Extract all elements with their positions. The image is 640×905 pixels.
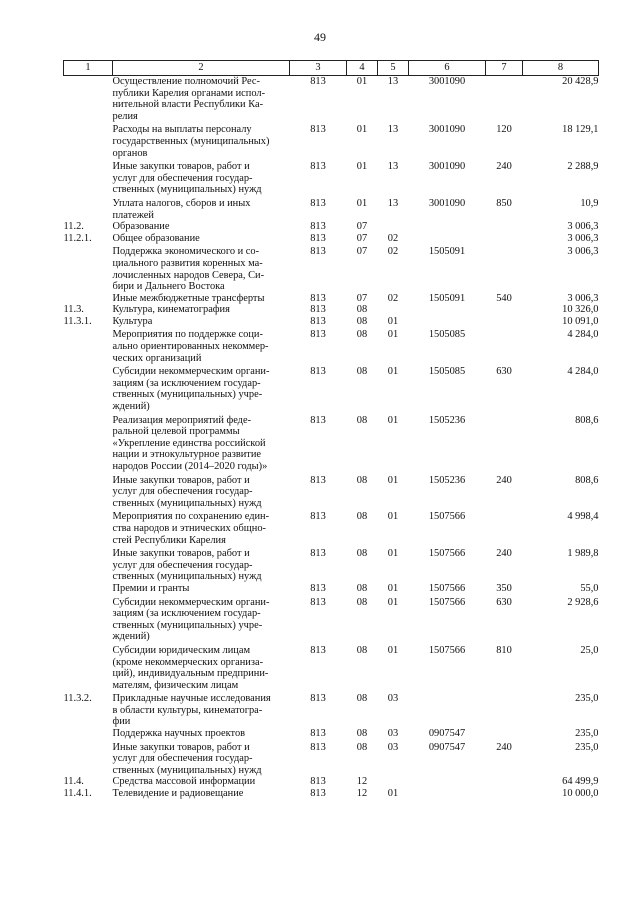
table-row [64,413,599,473]
row-code: 11.3. [63,304,84,316]
row-name: Телевидение и радиовещание [112,788,244,800]
table-row [64,364,599,412]
column-header: 3 [290,61,347,76]
row-amount: 3 006,3 [567,232,599,244]
row-amount: 3 006,3 [567,221,599,233]
row-ministry-code: 813 [310,161,326,173]
row-ministry-code: 813 [310,693,326,705]
row-section-code: 07 [356,292,368,304]
row-subsection-code: 01 [387,329,399,341]
row-section-code: 08 [356,644,368,656]
row-amount: 2 928,6 [567,596,599,608]
row-expense-type [486,728,523,740]
row-ministry-code: 813 [310,548,326,560]
row-section-code: 07 [356,246,368,258]
row-code [64,196,113,221]
row-code [64,122,113,159]
row-expense-type: 240 [496,548,512,560]
row-section-code: 12 [356,776,368,788]
table-row [64,595,599,643]
row-name: Культура, кинематография [112,304,230,316]
row-expense-type: 240 [496,741,512,753]
row-subsection-code: 13 [387,161,399,173]
row-section-code: 08 [356,329,368,341]
row-target-article [409,316,486,328]
row-code: 11.4. [63,776,84,788]
row-amount: 3 006,3 [567,246,599,258]
row-ministry-code: 813 [310,304,326,316]
row-target-article: 1505091 [428,292,466,304]
row-section-code: 08 [356,548,368,560]
row-subsection-code: 01 [387,644,399,656]
table-header-row [64,61,599,76]
row-code [64,546,113,583]
row-target-article: 1507566 [428,548,466,560]
row-target-article: 1505236 [428,474,466,486]
row-expense-type [486,509,523,546]
row-name: Средства массовой информации [112,776,256,788]
row-code [64,740,113,777]
row-target-article: 1507566 [428,511,466,523]
row-amount: 25,0 [580,644,599,656]
row-name: Иные межбюджетные трансферты [112,292,265,304]
row-section-code: 08 [356,366,368,378]
table-row [64,293,599,305]
row-name: Образование [112,221,170,233]
row-target-article: 3001090 [428,124,466,136]
row-expense-type: 240 [496,474,512,486]
row-expense-type [486,327,523,364]
row-code [64,159,113,196]
row-amount: 20 428,9 [562,76,599,87]
row-target-article: 1505085 [428,329,466,341]
row-ministry-code: 813 [310,582,326,594]
row-target-article: 1507566 [428,644,466,656]
row-target-article: 1507566 [428,582,466,594]
row-ministry-code: 813 [310,76,326,87]
row-code [64,473,113,510]
row-subsection-code [378,221,409,233]
row-amount: 4 284,0 [567,366,599,378]
row-expense-type [486,776,523,788]
row-code [64,509,113,546]
row-amount: 55,0 [580,582,599,594]
row-amount: 808,6 [575,474,599,486]
table-row [64,509,599,546]
row-name: Премии и гранты [112,582,190,594]
row-target-article: 1505085 [428,366,466,378]
row-expense-type [486,76,523,123]
row-expense-type: 630 [496,366,512,378]
row-target-article: 3001090 [428,197,466,209]
row-code [64,413,113,473]
row-subsection-code: 02 [387,292,399,304]
row-ministry-code: 813 [310,741,326,753]
row-amount: 64 499,9 [562,776,599,788]
table-row [64,583,599,595]
table-row [64,196,599,221]
table-body [64,76,599,800]
row-expense-type [486,244,523,292]
row-subsection-code: 01 [387,511,399,523]
table-row [64,221,599,233]
table-row [64,788,599,800]
budget-table [63,60,599,800]
row-name: Культура [112,315,153,327]
row-target-article [409,776,486,788]
row-subsection-code: 13 [387,124,399,136]
row-target-article [409,233,486,245]
row-code: 11.3.1. [63,315,92,327]
row-expense-type: 630 [496,596,512,608]
row-name: Реализация мероприятий феде- ральной целевой программы «Укрепление единства российской нации и этнокультурное развитие народов России (2014–2020 годы)» [112,414,268,472]
row-amount: 235,0 [575,728,599,740]
row-name: Общее образование [112,232,200,244]
row-ministry-code: 813 [310,315,326,327]
row-expense-type [486,413,523,473]
row-amount: 235,0 [575,693,599,705]
table-row [64,304,599,316]
row-code [64,595,113,643]
column-header: 1 [64,61,113,76]
row-amount: 18 129,1 [562,124,599,136]
table-row [64,244,599,292]
column-header: 4 [347,61,378,76]
row-ministry-code: 813 [310,414,326,426]
row-subsection-code: 01 [387,788,399,800]
row-amount: 10 000,0 [562,788,599,800]
row-section-code: 01 [356,197,368,209]
row-name: Уплата налогов, сборов и иных платежей [112,197,251,221]
row-subsection-code: 13 [387,197,399,209]
row-name: Иные закупки товаров, работ и услуг для обеспечения государ- ственных (муниципальных) нужд [112,548,262,583]
row-subsection-code: 01 [387,474,399,486]
row-ministry-code: 813 [310,596,326,608]
row-section-code: 08 [356,728,368,740]
row-subsection-code: 02 [387,246,399,258]
row-name: Субсидии юридическим лицам (кроме некоммерческих организа- ций), индивидуальным предприни- мателям, физическим лицам [112,644,269,691]
row-section-code: 08 [356,596,368,608]
row-name: Прикладные научные исследования в области культуры, кинематогра- фии [112,693,271,728]
row-target-article: 3001090 [428,161,466,173]
row-name: Иные закупки товаров, работ и услуг для обеспечения государ- ственных (муниципальных) нужд [112,741,262,776]
row-subsection-code [378,304,409,316]
row-expense-type: 810 [496,644,512,656]
row-ministry-code: 813 [310,644,326,656]
row-amount: 235,0 [575,741,599,753]
row-subsection-code: 03 [387,741,399,753]
row-name: Осуществление полномочий Рес- публики Карелия органами испол- нительной власти Республики Ка- релия [112,76,266,122]
table-row [64,76,599,123]
row-name: Субсидии некоммерческим органи- зациям (за исключением государ- ственных (муниципальных) учре- ждений) [112,366,270,413]
row-code [64,728,113,740]
column-header: 7 [486,61,523,76]
row-section-code: 01 [356,161,368,173]
row-expense-type [486,221,523,233]
row-target-article: 0907547 [428,741,466,753]
row-subsection-code: 03 [387,693,399,705]
row-code: 11.3.2. [63,693,92,705]
table-row [64,327,599,364]
row-code: 11.2.1. [63,232,92,244]
row-amount: 4 284,0 [567,329,599,341]
row-subsection-code: 01 [387,548,399,560]
row-subsection-code: 03 [387,728,399,740]
row-name: Мероприятия по сохранению един- ства народов и этнических общно- стей Республики Карелия [112,511,270,546]
table-row [64,546,599,583]
table-row [64,122,599,159]
row-target-article [409,691,486,728]
table-row [64,159,599,196]
column-header: 6 [409,61,486,76]
row-code [64,364,113,412]
row-name: Поддержка научных проектов [112,728,246,740]
row-section-code: 08 [356,304,368,316]
row-name: Расходы на выплаты персоналу государственных (муниципальных) органов [112,124,270,159]
row-amount: 2 288,9 [567,161,599,173]
row-ministry-code: 813 [310,124,326,136]
row-code [64,643,113,691]
row-code [64,327,113,364]
table-row [64,776,599,788]
row-amount: 10 326,0 [562,304,599,316]
row-section-code: 08 [356,582,368,594]
row-ministry-code: 813 [310,776,326,788]
row-expense-type: 350 [496,582,512,594]
table-row [64,643,599,691]
table-row [64,740,599,777]
row-target-article: 1507566 [428,596,466,608]
row-section-code: 01 [356,124,368,136]
row-target-article: 0907547 [428,728,466,740]
row-subsection-code: 01 [387,596,399,608]
row-section-code: 01 [356,76,368,87]
row-subsection-code: 13 [387,76,399,87]
row-ministry-code: 813 [310,246,326,258]
column-header: 5 [378,61,409,76]
row-subsection-code: 01 [387,366,399,378]
table-row [64,473,599,510]
row-section-code: 08 [356,414,368,426]
row-code [64,583,113,595]
row-section-code: 08 [356,693,368,705]
row-subsection-code: 01 [387,414,399,426]
row-expense-type: 120 [496,124,512,136]
row-name: Субсидии некоммерческим органи- зациям (за исключением государ- ственных (муниципальных) учре- ждений) [112,596,270,643]
row-expense-type [486,316,523,328]
row-amount: 10,9 [580,197,599,209]
row-name: Мероприятия по поддержке соци- ально ориентированных некоммер- ческих организаций [112,329,269,364]
row-expense-type [486,304,523,316]
row-target-article: 1505236 [428,414,466,426]
row-ministry-code: 813 [310,511,326,523]
row-section-code: 08 [356,741,368,753]
column-header: 2 [113,61,290,76]
row-target-article [409,304,486,316]
row-target-article [409,221,486,233]
row-subsection-code: 01 [387,582,399,594]
row-name: Поддержка экономического и со- циального развития коренных ма- лочисленных народов Севера, Си- бири и Дальнего Востока [112,246,265,293]
row-section-code: 08 [356,474,368,486]
row-ministry-code: 813 [310,474,326,486]
row-name: Иные закупки товаров, работ и услуг для обеспечения государ- ственных (муниципальных) нужд [112,161,262,196]
row-expense-type: 240 [496,161,512,173]
row-code: 11.2. [63,221,84,233]
row-ministry-code: 813 [310,366,326,378]
row-code [64,293,113,305]
row-ministry-code: 813 [310,728,326,740]
row-expense-type: 540 [496,292,512,304]
row-target-article: 3001090 [428,76,466,87]
row-target-article [409,788,486,800]
row-ministry-code: 813 [310,788,326,800]
table-row [64,728,599,740]
row-section-code: 07 [356,221,368,233]
row-amount: 3 006,3 [567,292,599,304]
row-section-code: 12 [356,788,368,800]
row-section-code: 08 [356,511,368,523]
table-row [64,316,599,328]
row-expense-type: 850 [496,197,512,209]
row-ministry-code: 813 [310,221,326,233]
row-subsection-code: 02 [387,232,399,244]
row-amount: 1 989,8 [567,548,599,560]
row-amount: 4 998,4 [567,511,599,523]
page-number: 49 [314,30,326,44]
table-row [64,691,599,728]
row-code [64,76,113,123]
row-ministry-code: 813 [310,329,326,341]
table-row [64,233,599,245]
row-section-code: 08 [356,315,368,327]
row-code [64,244,113,292]
column-header: 8 [523,61,599,76]
row-expense-type [486,691,523,728]
row-target-article: 1505091 [428,246,466,258]
row-name: Иные закупки товаров, работ и услуг для обеспечения государ- ственных (муниципальных) нужд [112,474,262,509]
row-subsection-code [378,776,409,788]
row-expense-type [486,788,523,800]
row-ministry-code: 813 [310,292,326,304]
row-code: 11.4.1. [63,788,92,800]
row-ministry-code: 813 [310,197,326,209]
row-section-code: 07 [356,232,368,244]
row-expense-type [486,233,523,245]
row-amount: 808,6 [575,414,599,426]
row-ministry-code: 813 [310,232,326,244]
row-amount: 10 091,0 [562,315,599,327]
row-subsection-code: 01 [387,315,399,327]
